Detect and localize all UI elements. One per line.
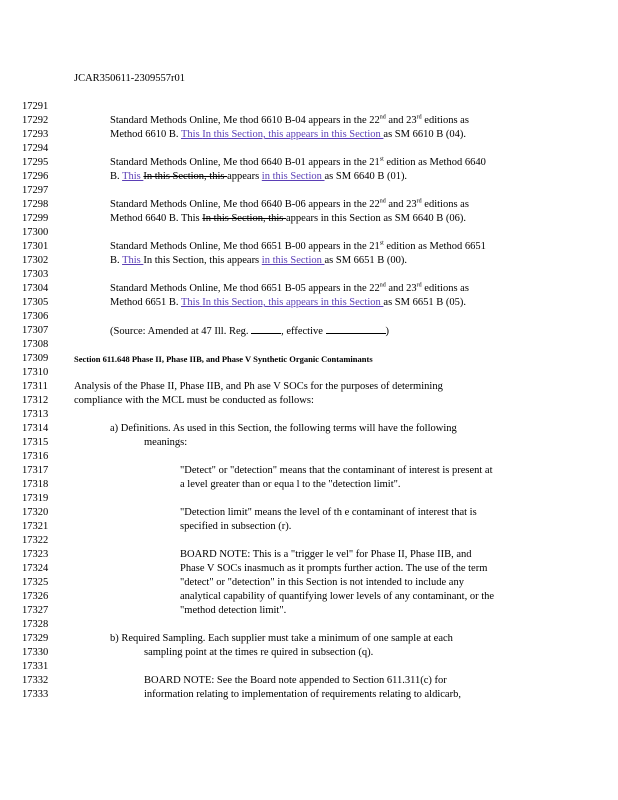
text-run: appears xyxy=(227,171,262,182)
inserted-text: in this Section xyxy=(320,129,384,140)
line-number: 17327 xyxy=(22,605,49,616)
text-run: editions as xyxy=(421,115,469,126)
line-text xyxy=(180,520,291,534)
document-line xyxy=(22,478,602,492)
text-run: In this Section, this appears xyxy=(143,255,262,266)
document-line xyxy=(22,534,602,548)
text-run: Method 6610 B. xyxy=(110,129,181,140)
text-run: edition as Method 6651 xyxy=(383,241,486,252)
line-number: 17316 xyxy=(22,451,49,462)
inserted-text: This xyxy=(180,297,203,308)
document-line xyxy=(22,590,602,604)
line-text xyxy=(110,632,453,646)
document-line xyxy=(22,464,602,478)
inserted-text: In this Section, this appears xyxy=(202,129,321,140)
text-run: and 23 xyxy=(385,283,417,294)
line-number: 17318 xyxy=(22,479,49,490)
text-run: Method 6651 B. xyxy=(110,297,181,308)
document-line xyxy=(22,380,602,394)
line-number: 17322 xyxy=(22,535,49,546)
document-line xyxy=(22,142,602,156)
text-run: , effective xyxy=(281,326,326,337)
line-number: 17300 xyxy=(22,227,49,238)
text-run: as SM 6651 B (05). xyxy=(383,297,466,308)
line-text xyxy=(180,464,493,478)
text-run: Method 6640 B. This xyxy=(110,213,203,224)
text-run: "Detection limit" means the level of th e contaminant of interest that is xyxy=(180,507,477,518)
line-number: 17310 xyxy=(22,367,49,378)
line-number: 17295 xyxy=(22,157,49,168)
inserted-text: In this Section, this appears xyxy=(202,297,321,308)
document-line xyxy=(22,296,602,310)
line-number: 17333 xyxy=(22,689,49,700)
text-run: "method detection limit". xyxy=(180,605,287,616)
text-run: a level greater than or equa l to the "detection limit". xyxy=(180,479,401,490)
document-line xyxy=(22,520,602,534)
document-line xyxy=(22,254,602,268)
fill-in-blank xyxy=(326,324,386,334)
line-number: 17320 xyxy=(22,507,49,518)
document-line xyxy=(22,576,602,590)
line-number: 17321 xyxy=(22,521,49,532)
line-number: 17296 xyxy=(22,171,49,182)
inserted-text: in this Section xyxy=(261,171,325,182)
document-line xyxy=(22,646,602,660)
document-line xyxy=(22,506,602,520)
text-run: and 23 xyxy=(385,199,417,210)
line-number: 17315 xyxy=(22,437,49,448)
text-run: appears in this Section as SM 6640 B (06). xyxy=(286,213,466,224)
document-line xyxy=(22,548,602,562)
line-text xyxy=(110,296,466,310)
document-line xyxy=(22,394,602,408)
text-run: meanings: xyxy=(144,437,188,448)
document-line xyxy=(22,310,602,324)
document-line xyxy=(22,562,602,576)
line-text xyxy=(110,282,469,296)
document-line xyxy=(22,128,602,142)
fill-in-blank xyxy=(251,324,281,334)
line-number: 17303 xyxy=(22,269,49,280)
line-text xyxy=(110,254,407,268)
line-number: 17324 xyxy=(22,563,49,574)
line-number: 17306 xyxy=(22,311,49,322)
document-line xyxy=(22,170,602,184)
inserted-text: This xyxy=(122,255,144,266)
superscript-ordinal: nd xyxy=(379,282,386,289)
line-number: 17314 xyxy=(22,423,49,434)
document-line xyxy=(22,436,602,450)
line-number: 17331 xyxy=(22,661,49,672)
text-run: and 23 xyxy=(385,115,417,126)
document-line xyxy=(22,352,602,366)
text-run: information relating to implementation of requirements relating to aldicarb, xyxy=(144,689,461,700)
text-run: sampling point at the times re quired in subsection (q). xyxy=(144,647,374,658)
line-text xyxy=(180,506,477,520)
line-number: 17301 xyxy=(22,241,49,252)
text-run: "Detect" or "detection" means that the contaminant of interest is present at xyxy=(180,465,493,476)
text-run: a) Definitions. As used in this Section, the following terms will have the following xyxy=(110,423,457,434)
superscript-ordinal: nd xyxy=(379,198,386,205)
line-number: 17323 xyxy=(22,549,49,560)
document-line xyxy=(22,100,602,114)
text-run: (Source: Amended at 47 Ill. Reg. xyxy=(110,326,252,337)
text-run: Phase V SOCs inasmuch as it prompts further action. The use of the term xyxy=(180,563,488,574)
line-text xyxy=(110,198,469,212)
inserted-text: This xyxy=(180,129,203,140)
document-line xyxy=(22,366,602,380)
text-run: Standard Methods Online, Me thod 6610 B-04 appears in the 22 xyxy=(110,115,380,126)
line-text xyxy=(110,422,457,436)
text-run: compliance with the MCL must be conducted as follows: xyxy=(74,395,314,406)
line-text xyxy=(110,212,466,226)
text-run: b) Required Sampling. Each supplier must take a minimum of one sample at each xyxy=(110,633,453,644)
line-number: 17311 xyxy=(22,381,48,392)
line-number: 17319 xyxy=(22,493,49,504)
line-number: 17294 xyxy=(22,143,49,154)
line-number: 17308 xyxy=(22,339,49,350)
line-number: 17293 xyxy=(22,129,49,140)
line-number: 17332 xyxy=(22,675,49,686)
section-heading: Section 611.648 Phase II, Phase IIB, and Phase V Synthetic Organic Contaminants xyxy=(74,354,373,364)
document-line xyxy=(22,422,602,436)
line-number: 17313 xyxy=(22,409,49,420)
text-run: Standard Methods Online, Me thod 6640 B-01 appears in the 21 xyxy=(110,157,380,168)
line-text xyxy=(180,604,286,618)
text-run: BOARD NOTE: See the Board note appended to Section 611.311(c) for xyxy=(144,675,447,686)
line-text xyxy=(110,240,486,254)
line-number: 17328 xyxy=(22,619,49,630)
document-line xyxy=(22,604,602,618)
document-line xyxy=(22,674,602,688)
superscript-ordinal: rd xyxy=(416,282,422,289)
line-number: 17326 xyxy=(22,591,49,602)
text-run: edition as Method 6640 xyxy=(383,157,486,168)
line-text xyxy=(144,436,187,450)
text-run: BOARD NOTE: This is a "trigger le vel" for Phase II, Phase IIB, and xyxy=(180,549,472,560)
line-number: 17292 xyxy=(22,115,49,126)
text-run: B. xyxy=(110,171,123,182)
deleted-text: In this Section, this xyxy=(202,213,286,224)
superscript-ordinal: nd xyxy=(379,114,386,121)
line-number: 17297 xyxy=(22,185,49,196)
deleted-text: In this Section, this xyxy=(143,171,228,182)
text-run: specified in subsection (r). xyxy=(180,521,292,532)
line-text xyxy=(144,674,447,688)
document-line xyxy=(22,688,602,702)
text-run: analytical capability of quantifying lower levels of any contaminant, or the xyxy=(180,591,495,602)
line-number: 17299 xyxy=(22,213,49,224)
document-line xyxy=(22,660,602,674)
line-number: 17307 xyxy=(22,325,49,336)
document-line xyxy=(22,324,602,338)
line-text xyxy=(180,562,487,576)
line-text xyxy=(144,646,373,660)
document-line xyxy=(22,492,602,506)
document-line xyxy=(22,632,602,646)
line-number: 17330 xyxy=(22,647,49,658)
line-text xyxy=(180,590,494,604)
text-run: ) xyxy=(385,326,390,337)
line-number: 17325 xyxy=(22,577,49,588)
text-run: Standard Methods Online, Me thod 6640 B-06 appears in the 22 xyxy=(110,199,380,210)
line-number: 17291 xyxy=(22,101,49,112)
line-text xyxy=(74,352,373,367)
line-number: 17298 xyxy=(22,199,49,210)
document-line xyxy=(22,198,602,212)
document-line xyxy=(22,408,602,422)
text-run: as SM 6651 B (00). xyxy=(324,255,408,266)
line-text xyxy=(110,170,407,184)
text-run: as SM 6640 B (01). xyxy=(324,171,408,182)
text-run: Standard Methods Online, Me thod 6651 B-00 appears in the 21 xyxy=(110,241,380,252)
line-text xyxy=(180,576,464,590)
line-text xyxy=(110,324,389,339)
text-run: Analysis of the Phase II, Phase IIB, and Ph ase V SOCs for the purposes of determining xyxy=(74,381,443,392)
document-id: JCAR350611-2309557r01 xyxy=(74,73,186,84)
document-line xyxy=(22,156,602,170)
line-text xyxy=(144,688,461,702)
inserted-text: in this Section xyxy=(261,255,325,266)
line-number: 17302 xyxy=(22,255,49,266)
text-run: editions as xyxy=(421,199,469,210)
text-run: B. xyxy=(110,255,123,266)
superscript-ordinal: st xyxy=(379,156,384,163)
line-number: 17304 xyxy=(22,283,49,294)
document-line xyxy=(22,114,602,128)
superscript-ordinal: st xyxy=(379,240,384,247)
document-line xyxy=(22,240,602,254)
line-text xyxy=(110,128,466,142)
line-number: 17305 xyxy=(22,297,49,308)
line-text xyxy=(74,380,443,394)
text-run: "detect" or "detection" in this Section is not intended to include any xyxy=(180,577,464,588)
document-line xyxy=(22,618,602,632)
line-text xyxy=(74,394,314,408)
document-line xyxy=(22,450,602,464)
document-line xyxy=(22,268,602,282)
inserted-text: in this Section xyxy=(320,297,384,308)
inserted-text: This xyxy=(122,171,144,182)
line-text xyxy=(180,478,401,492)
line-number: 17312 xyxy=(22,395,49,406)
line-text xyxy=(110,156,486,170)
line-number: 17317 xyxy=(22,465,49,476)
line-number: 17329 xyxy=(22,633,49,644)
text-run: as SM 6610 B (04). xyxy=(383,129,466,140)
superscript-ordinal: rd xyxy=(416,114,422,121)
document-line xyxy=(22,226,602,240)
line-text xyxy=(110,114,469,128)
line-number: 17309 xyxy=(22,353,49,364)
text-run: Standard Methods Online, Me thod 6651 B-05 appears in the 22 xyxy=(110,283,380,294)
document-line xyxy=(22,338,602,352)
document-line xyxy=(22,212,602,226)
document-line xyxy=(22,282,602,296)
line-text xyxy=(180,548,472,562)
superscript-ordinal: rd xyxy=(416,198,422,205)
document-line xyxy=(22,184,602,198)
text-run: editions as xyxy=(421,283,469,294)
